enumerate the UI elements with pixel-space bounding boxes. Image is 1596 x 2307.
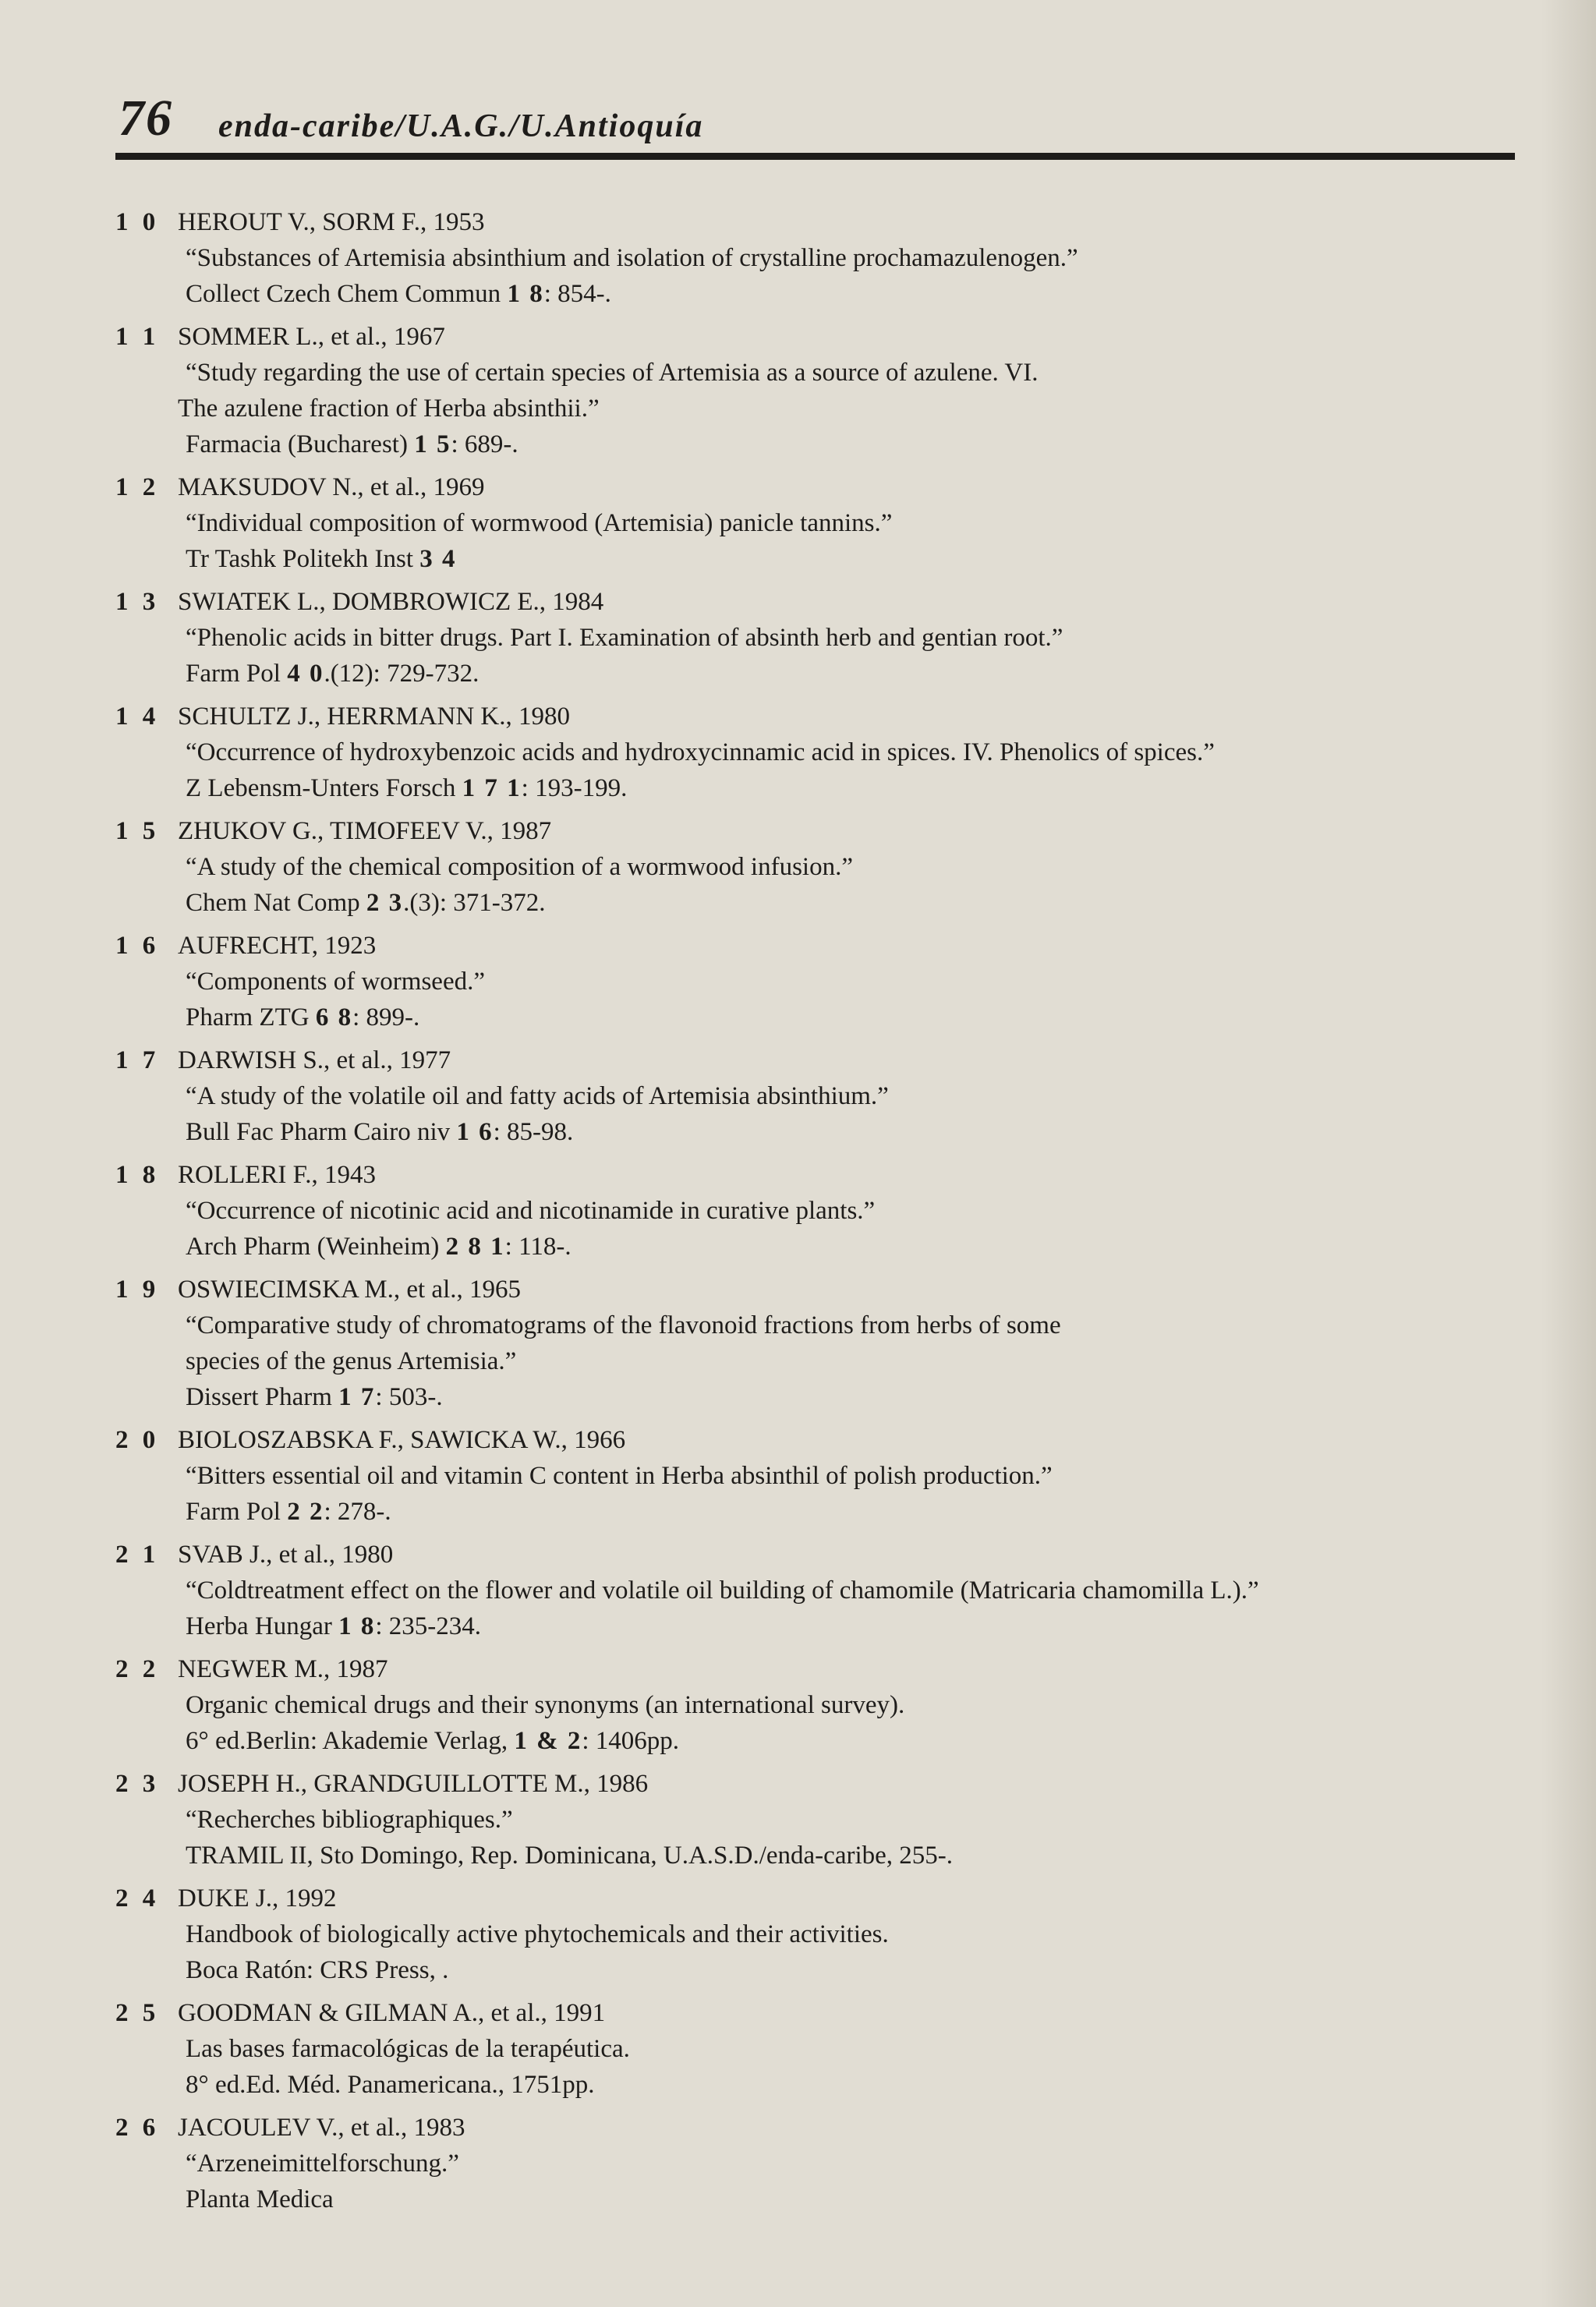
reference-item (115, 1422, 1511, 1530)
reference-source: Chem Nat Comp (186, 889, 360, 917)
reference-volume: 4 0 (287, 660, 324, 688)
reference-source: Pharm ZTG (186, 1003, 310, 1031)
reference-source: TRAMIL II, Sto Domingo, Rep. Dominicana, U.A.S.D./enda-caribe, 255-. (186, 1842, 954, 1870)
reference-volume: 1 & 2 (514, 1727, 582, 1755)
reference-number: 2 6 (115, 2114, 160, 2142)
reference-authors: DARWISH S., et al., 1977 (178, 1046, 451, 1074)
reference-volume: 1 5 (414, 430, 451, 458)
reference-source: Dissert Pharm (186, 1383, 332, 1411)
reference-number: 1 6 (115, 932, 160, 960)
reference-pages: .(3): 371-372. (403, 889, 546, 917)
reference-title: “Individual composition of wormwood (Artemisia) panicle tannins.” (186, 509, 893, 537)
reference-number: 2 1 (115, 1541, 160, 1569)
reference-number: 1 0 (115, 208, 160, 236)
reference-item (115, 319, 1511, 462)
reference-item (115, 1766, 1511, 1874)
reference-item (115, 1157, 1511, 1265)
reference-source: Arch Pharm (Weinheim) (186, 1233, 440, 1261)
reference-title: “Recherches bibliographiques.” (186, 1806, 513, 1834)
reference-authors: HEROUT V., SORM F., 1953 (178, 208, 485, 236)
reference-pages: : 193-199. (521, 774, 628, 802)
reference-authors: AUFRECHT, 1923 (178, 932, 377, 960)
reference-source-line (178, 541, 1511, 577)
reference-pages: : 1406pp. (582, 1727, 679, 1755)
reference-pages: : 503-. (375, 1383, 443, 1411)
reference-source: Boca Ratón: CRS Press, . (186, 1956, 449, 1984)
reference-number: 1 8 (115, 1161, 160, 1189)
reference-item (115, 1995, 1511, 2103)
reference-number: 2 5 (115, 1999, 160, 2027)
reference-pages: : 85-98. (493, 1118, 574, 1146)
reference-source: Collect Czech Chem Commun (186, 280, 501, 308)
reference-authors: NEGWER M., 1987 (178, 1655, 388, 1683)
reference-source-line (178, 1608, 1511, 1644)
reference-title: “Coldtreatment effect on the flower and volatile oil building of chamomile (Matricaria chamomilla L.).” (186, 1576, 1259, 1605)
reference-title: Las bases farmacológicas de la terapéutica. (186, 2035, 630, 2063)
reference-source: Z Lebensm-Unters Forsch (186, 774, 456, 802)
reference-item (115, 1042, 1511, 1150)
reference-title: “Bitters essential oil and vitamin C content in Herba absinthil of polish production.” (186, 1462, 1053, 1490)
reference-item (115, 469, 1511, 577)
reference-source-line (178, 656, 1511, 692)
reference-source-line (178, 770, 1511, 806)
reference-source-line (178, 1379, 1511, 1415)
reference-source-line (178, 2067, 1511, 2103)
reference-pages: : 854-. (543, 280, 611, 308)
reference-volume: 2 8 1 (445, 1233, 505, 1261)
reference-item (115, 2110, 1511, 2217)
reference-authors: ROLLERI F., 1943 (178, 1161, 377, 1189)
reference-pages: .(12): 729-732. (324, 660, 480, 688)
reference-authors: SCHULTZ J., HERRMANN K., 1980 (178, 702, 570, 731)
reference-source-line (178, 1838, 1511, 1874)
reference-source: Bull Fac Pharm Cairo niv (186, 1118, 451, 1146)
reference-number: 1 1 (115, 323, 160, 351)
reference-number: 1 4 (115, 702, 160, 731)
reference-number: 1 2 (115, 473, 160, 501)
reference-volume: 2 3 (366, 889, 404, 917)
reference-pages: : 118-. (504, 1233, 572, 1261)
reference-title: “Study regarding the use of certain species of Artemisia as a source of azulene. VI. (186, 359, 1039, 387)
reference-source-line (178, 1114, 1511, 1150)
reference-title: Organic chemical drugs and their synonyms (an international survey). (186, 1691, 905, 1719)
reference-title: Handbook of biologically active phytochemicals and their activities. (186, 1920, 889, 1948)
reference-source: 6° ed.Berlin: Akademie Verlag, (186, 1727, 508, 1755)
reference-volume: 3 4 (419, 545, 457, 573)
reference-authors: DUKE J., 1992 (178, 1884, 337, 1912)
reference-authors: SOMMER L., et al., 1967 (178, 323, 445, 351)
reference-title: “Comparative study of chromatograms of the flavonoid fractions from herbs of some (186, 1311, 1061, 1339)
reference-authors: GOODMAN & GILMAN A., et al., 1991 (178, 1999, 606, 2027)
reference-source: 8° ed.Ed. Méd. Panamericana., 1751pp. (186, 2071, 595, 2099)
reference-title-continued: The azulene fraction of Herba absinthii.” (178, 395, 600, 423)
reference-source-line (178, 1000, 1511, 1035)
reference-authors: BIOLOSZABSKA F., SAWICKA W., 1966 (178, 1426, 626, 1454)
reference-number: 1 9 (115, 1276, 160, 1304)
reference-item (115, 699, 1511, 806)
reference-number: 2 3 (115, 1770, 160, 1798)
reference-pages: : 278-. (324, 1498, 391, 1526)
reference-volume: 1 6 (456, 1118, 494, 1146)
reference-item (115, 1537, 1511, 1644)
header-rule (115, 153, 1515, 160)
reference-authors: OSWIECIMSKA M., et al., 1965 (178, 1276, 521, 1304)
reference-source-line (178, 2181, 1511, 2217)
reference-item (115, 1651, 1511, 1759)
reference-title: “A study of the chemical composition of a wormwood infusion.” (186, 853, 854, 881)
reference-volume: 1 7 1 (462, 774, 522, 802)
reference-volume: 1 8 (507, 280, 544, 308)
reference-source: Farm Pol (186, 1498, 281, 1526)
reference-title: “Occurrence of hydroxybenzoic acids and hydroxycinnamic acid in spices. IV. Phenolics of spices.” (186, 738, 1215, 766)
reference-source-line (178, 1952, 1511, 1988)
reference-item (115, 204, 1511, 312)
reference-item (115, 1881, 1511, 1988)
reference-title: “Arzeneimittelforschung.” (186, 2150, 459, 2178)
reference-title: “A study of the volatile oil and fatty acids of Artemisia absinthium.” (186, 1082, 889, 1110)
reference-number: 1 7 (115, 1046, 160, 1074)
reference-item (115, 813, 1511, 921)
reference-authors: ZHUKOV G., TIMOFEEV V., 1987 (178, 817, 552, 845)
reference-authors: SWIATEK L., DOMBROWICZ E., 1984 (178, 588, 604, 616)
reference-source: Herba Hungar (186, 1612, 332, 1640)
page-header (119, 87, 1514, 157)
reference-source-line (178, 1723, 1511, 1759)
reference-source: Farmacia (Bucharest) (186, 430, 408, 458)
reference-item (115, 1272, 1511, 1415)
reference-volume: 1 8 (338, 1612, 376, 1640)
reference-source-line (178, 426, 1511, 462)
reference-source-line (178, 1229, 1511, 1265)
reference-source-line (178, 276, 1511, 312)
reference-authors: SVAB J., et al., 1980 (178, 1541, 394, 1569)
reference-item (115, 584, 1511, 692)
reference-authors: JOSEPH H., GRANDGUILLOTTE M., 1986 (178, 1770, 649, 1798)
reference-pages: : 899-. (352, 1003, 420, 1031)
running-title: enda-caribe/U.A.G./U.Antioquía (218, 108, 704, 144)
reference-title: “Phenolic acids in bitter drugs. Part I. Examination of absinth herb and gentian root.” (186, 624, 1063, 652)
reference-authors: MAKSUDOV N., et al., 1969 (178, 473, 485, 501)
reference-number: 2 4 (115, 1884, 160, 1912)
reference-volume: 2 2 (287, 1498, 324, 1526)
reference-volume: 1 7 (338, 1383, 376, 1411)
reference-source: Tr Tashk Politekh Inst (186, 545, 413, 573)
reference-title-continued: species of the genus Artemisia.” (186, 1347, 517, 1375)
reference-list (115, 204, 1511, 2224)
reference-source-line (178, 1494, 1511, 1530)
reference-volume: 6 8 (315, 1003, 353, 1031)
reference-number: 2 0 (115, 1426, 160, 1454)
page-edge-shadow (1541, 0, 1596, 2307)
reference-source: Farm Pol (186, 660, 281, 688)
reference-title: “Components of wormseed.” (186, 968, 485, 996)
page-number: 76 (119, 90, 173, 147)
reference-title: “Occurrence of nicotinic acid and nicotinamide in curative plants.” (186, 1197, 876, 1225)
reference-pages: : 235-234. (375, 1612, 482, 1640)
reference-source-line (178, 885, 1511, 921)
reference-source: Planta Medica (186, 2185, 334, 2213)
reference-title: “Substances of Artemisia absinthium and isolation of crystalline prochamazulenogen.” (186, 244, 1078, 272)
reference-item (115, 928, 1511, 1035)
reference-number: 1 3 (115, 588, 160, 616)
reference-authors: JACOULEV V., et al., 1983 (178, 2114, 465, 2142)
reference-number: 2 2 (115, 1655, 160, 1683)
reference-number: 1 5 (115, 817, 160, 845)
reference-pages: : 689-. (451, 430, 518, 458)
